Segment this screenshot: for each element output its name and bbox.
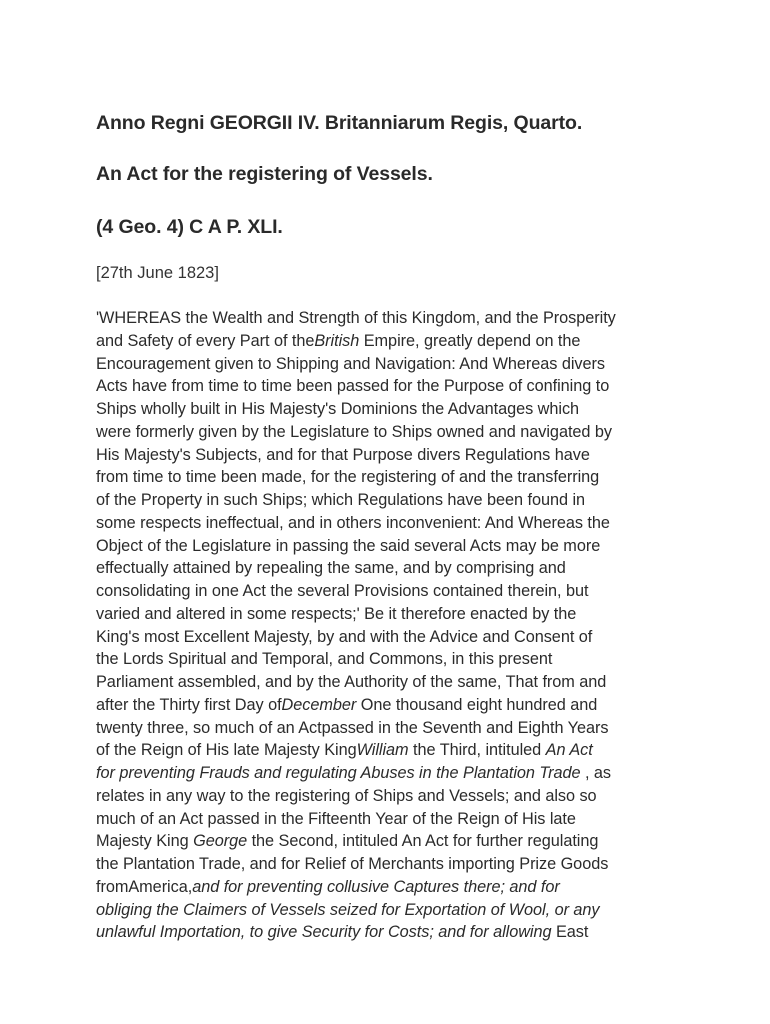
body-line — [96, 785, 676, 808]
body-line — [96, 353, 676, 376]
text-run: Parliament assembled, and by the Authority of the same, That from and — [96, 673, 607, 691]
enactment-date: [27th June 1823] — [96, 264, 219, 282]
body-line — [96, 535, 676, 558]
text-run: , as — [580, 764, 612, 782]
text-run: after the Thirty first Day of — [96, 695, 282, 714]
italic-text-run: George — [193, 832, 248, 851]
body-line — [96, 489, 676, 512]
text-run: twenty three, so much of an Actpassed in the Seventh and Eighth Years — [96, 718, 609, 737]
italic-text-run: obliging the Claimers of Vessels seized for Exportation of Wool, or any — [96, 900, 600, 919]
text-run: were formerly given by the Legislature to Ships owned and navigated by — [96, 422, 612, 441]
body-line — [96, 466, 676, 489]
italic-text-run: and for preventing collusive Captures there; and for — [192, 877, 560, 896]
body-line — [96, 421, 676, 444]
italic-text-run: unlawful Importation, to give Security for Costs; and for allowing — [96, 923, 552, 942]
body-line — [96, 808, 676, 831]
body-line — [96, 876, 676, 899]
text-run: Acts have from time to time been passed for the Purpose of confining to — [96, 377, 610, 396]
body-line — [96, 444, 676, 467]
text-run: the Third, intituled — [408, 741, 546, 760]
text-run: effectually attained by repealing the same, and by comprising and — [96, 559, 566, 578]
text-run: fromAmerica, — [96, 877, 193, 896]
body-line — [96, 853, 676, 876]
body-line — [96, 762, 676, 785]
body-line — [96, 512, 676, 535]
text-run: some respects ineffectual, and in others inconvenient: And Whereas the — [96, 513, 610, 532]
body-line — [96, 717, 676, 740]
italic-text-run: William — [356, 741, 409, 760]
body-line — [96, 398, 676, 421]
body-line — [96, 557, 676, 580]
act-body-paragraph — [96, 307, 676, 944]
text-run: the Plantation Trade, and for Relief of Merchants importing Prize Goods — [96, 855, 609, 873]
italic-text-run: for preventing Frauds and regulating Abuses in the Plantation Trade — [96, 764, 581, 782]
text-run: Ships wholly built in His Majesty's Dominions the Advantages which — [96, 400, 580, 418]
text-run: His Majesty's Subjects, and for that Purpose divers Regulations have — [96, 445, 590, 464]
body-line — [96, 899, 676, 922]
text-run: Majesty King — [96, 832, 194, 851]
body-line — [96, 307, 676, 330]
text-run: East — [551, 923, 589, 942]
text-run: much of an Act passed in the Fifteenth Year of the Reign of His late — [96, 809, 576, 828]
text-run: of the Reign of His late Majesty King — [96, 741, 357, 760]
text-run: 'WHEREAS the Wealth and Strength of this Kingdom, and the Prosperity — [96, 309, 616, 327]
text-run: consolidating in one Act the several Provisions contained therein, but — [96, 582, 589, 600]
text-run: from time to time been made, for the registering of and the transferring — [96, 468, 600, 487]
body-line — [96, 921, 676, 944]
text-run: the Second, intituled An Act for further regulating — [247, 832, 599, 851]
italic-text-run: An Act — [545, 741, 593, 760]
body-line — [96, 580, 676, 603]
text-run: Object of the Legislature in passing the said several Acts may be more — [96, 536, 601, 555]
body-line — [96, 648, 676, 671]
body-line — [96, 603, 676, 626]
body-line — [96, 830, 676, 853]
text-run: relates in any way to the registering of Ships and Vessels; and also so — [96, 786, 597, 805]
text-run: One thousand eight hundred and — [356, 695, 598, 714]
text-run: the Lords Spiritual and Temporal, and Commons, in this present — [96, 650, 553, 669]
italic-text-run: December — [281, 695, 357, 714]
body-line — [96, 330, 676, 353]
body-line — [96, 694, 676, 717]
body-line — [96, 671, 676, 694]
body-line — [96, 739, 676, 762]
italic-text-run: British — [314, 331, 360, 350]
text-run: of the Property in such Ships; which Regulations have been found in — [96, 491, 586, 509]
regnal-title-heading: Anno Regni GEORGII IV. Britanniarum Regis, Quarto. — [96, 112, 583, 134]
text-run: and Safety of every Part of the — [96, 331, 315, 350]
text-run: Encouragement given to Shipping and Navigation: And Whereas divers — [96, 354, 605, 373]
text-run: varied and altered in some respects;' Be it therefore enacted by the — [96, 604, 577, 623]
act-title-heading: An Act for the registering of Vessels. — [96, 163, 433, 185]
text-run: Empire, greatly depend on the — [359, 331, 581, 350]
text-run: King's most Excellent Majesty, by and with the Advice and Consent of — [96, 627, 593, 646]
document-page — [96, 110, 676, 944]
body-line — [96, 375, 676, 398]
chapter-heading: (4 Geo. 4) C A P. XLI. — [96, 216, 283, 238]
body-line — [96, 626, 676, 649]
